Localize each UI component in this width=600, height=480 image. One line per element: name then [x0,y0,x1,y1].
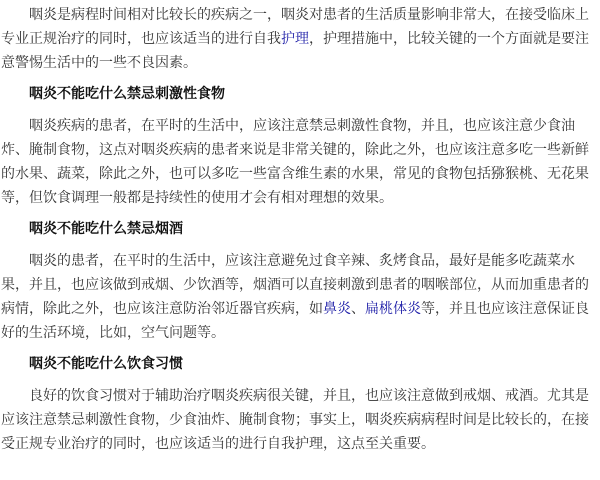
section-heading-tobacco-alcohol: 咽炎不能吃什么禁忌烟酒 [29,221,183,237]
intro-text-after: ，护理措施中，比较关键的一个方面就是要注意警惕生活中的一些不良因素。 [1,31,589,71]
intro-paragraph [1,3,597,75]
section-paragraph-irritating-food: 咽炎疾病的患者，在平时的生活中，应该注意禁忌刺激性食物，并且，也应该注意少食油炸、腌制食物，这点对咽炎疾病的患者来说是非常关键的，除此之外，也应该注意多吃一些新鲜的水果、蔬菜，除此之外，也可以多吃一些富含维生素的水果，常见的食物包括猕猴桃、无花果等，但饮食调理一般都是持续性的使用才会有相对理想的效果。 [1,118,589,206]
intro-text-before: 咽炎是病程时间相对比较长的疾病之一，咽炎对患者的生活质量影响非常大，在接受临床上专业正规治疗的同时，也应该适当的进行自我 [1,7,589,47]
tobacco-text-before: 咽炎的患者，在平时的生活中，应该注意避免过食辛辣、炙烤食品，最好是能多吃蔬菜水果，并且，也应该做到戒烟、少饮酒等，烟酒可以直接刺激到患者的咽喉部位，从而加重患者的病情，除此之外，也应该注意防治邻近器官疾病，如 [1,253,589,317]
section-paragraph-tobacco-alcohol [1,249,597,345]
section-heading-irritating-food: 咽炎不能吃什么禁忌刺激性食物 [29,86,225,102]
rhinitis-link[interactable]: 鼻炎 [323,301,351,317]
section-paragraph-eating-habits: 良好的饮食习惯对于辅助治疗咽炎疾病很关键，并且，也应该注意做到戒烟、戒酒。尤其是应该注意禁忌刺激性食物，少食油炸、腌制食物；事实上，咽炎疾病病程时间是比较长的，在接受正规专业治疗的同时，也应该适当的进行自我护理，这点至关重要。 [1,388,589,452]
tobacco-text-after: 等，并且也应该注意保证良好的生活环境，比如，空气问题等。 [1,301,589,341]
nursing-link[interactable]: 护理 [281,31,309,47]
tonsillitis-link[interactable]: 扁桃体炎 [365,301,421,317]
section-heading-eating-habits: 咽炎不能吃什么饮食习惯 [29,356,183,372]
tobacco-text-separator: 、 [351,301,365,317]
article-body [0,3,600,456]
